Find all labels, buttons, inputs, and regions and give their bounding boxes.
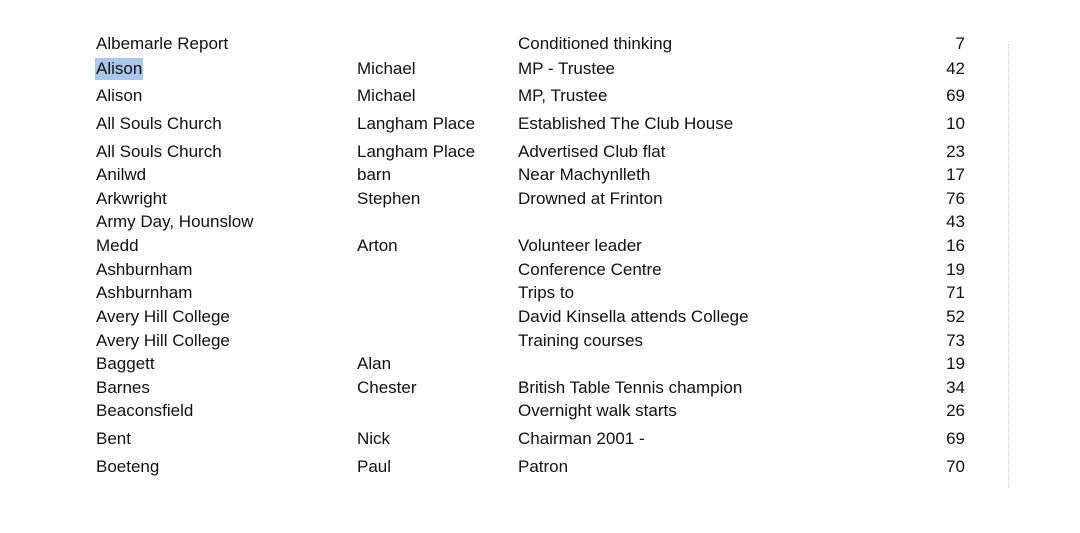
index-surname: Ashburnham	[96, 260, 193, 279]
index-first-name: Stephen	[357, 189, 421, 208]
index-row	[0, 377, 1080, 399]
index-first-name: Chester	[357, 378, 417, 397]
index-surname: Ashburnham	[96, 283, 193, 302]
index-surname: Baggett	[96, 354, 155, 373]
index-row	[0, 235, 1080, 257]
index-first-name: Langham Place	[357, 142, 476, 161]
index-first-name: Langham Place	[357, 114, 476, 133]
index-surname: Albemarle Report	[96, 34, 229, 53]
index-page: 23	[946, 142, 965, 161]
index-surname: Barnes	[96, 378, 150, 397]
index-page: 69	[946, 429, 965, 448]
index-page: 70	[946, 457, 965, 476]
index-row	[0, 113, 1080, 135]
index-page: 7	[955, 34, 965, 53]
index-page: 43	[946, 212, 965, 231]
index-note: David Kinsella attends College	[518, 307, 749, 326]
index-surname: Anilwd	[96, 165, 147, 184]
index-page: 76	[946, 189, 965, 208]
index-note: MP - Trustee	[518, 59, 615, 78]
index-surname: All Souls Church	[96, 114, 222, 133]
index-surname: Arkwright	[96, 189, 167, 208]
index-first-name: Michael	[357, 86, 416, 105]
index-page: 52	[946, 307, 965, 326]
index-surname: Boeteng	[96, 457, 160, 476]
index-note: MP, Trustee	[518, 86, 608, 105]
index-note: Near Machynlleth	[518, 165, 651, 184]
index-note: Chairman 2001 -	[518, 429, 645, 448]
index-row	[0, 85, 1080, 107]
index-first-name: Michael	[357, 59, 416, 78]
index-row	[0, 259, 1080, 281]
index-note: Conditioned thinking	[518, 34, 673, 53]
index-note: Overnight walk starts	[518, 401, 677, 420]
index-page: 19	[946, 260, 965, 279]
index-surname-selected[interactable]: Alison	[96, 59, 143, 78]
index-surname: Medd	[96, 236, 139, 255]
index-row	[0, 400, 1080, 422]
index-row	[0, 188, 1080, 210]
index-row	[0, 58, 1080, 80]
index-surname: Bent	[96, 429, 131, 448]
index-first-name: barn	[357, 165, 392, 184]
index-note: Volunteer leader	[518, 236, 642, 255]
index-first-name: Alan	[357, 354, 392, 373]
index-note: Trips to	[518, 283, 575, 302]
index-note: Patron	[518, 457, 569, 476]
index-surname: Avery Hill College	[96, 307, 230, 326]
index-note: Conference Centre	[518, 260, 662, 279]
index-row	[0, 330, 1080, 352]
index-note: Drowned at Frinton	[518, 189, 663, 208]
index-page: 69	[946, 86, 965, 105]
index-row	[0, 353, 1080, 375]
index-row	[0, 306, 1080, 328]
index-page: 26	[946, 401, 965, 420]
index-first-name: Paul	[357, 457, 392, 476]
index-note: Established The Club House	[518, 114, 734, 133]
index-row	[0, 164, 1080, 186]
index-surname: All Souls Church	[96, 142, 222, 161]
index-surname: Beaconsfield	[96, 401, 194, 420]
index-page: 34	[946, 378, 965, 397]
index-page: 19	[946, 354, 965, 373]
index-row	[0, 141, 1080, 163]
index-surname: Alison	[96, 86, 143, 105]
index-surname: Army Day, Hounslow	[96, 212, 254, 231]
index-page: 16	[946, 236, 965, 255]
index-page: 17	[946, 165, 965, 184]
index-note: Training courses	[518, 331, 644, 350]
index-note: British Table Tennis champion	[518, 378, 743, 397]
index-row	[0, 211, 1080, 233]
index-row	[0, 428, 1080, 450]
index-page: 42	[946, 59, 965, 78]
index-row	[0, 282, 1080, 304]
index-row	[0, 33, 1080, 55]
index-page: 73	[946, 331, 965, 350]
index-note: Advertised Club flat	[518, 142, 666, 161]
index-row	[0, 456, 1080, 478]
index-surname: Avery Hill College	[96, 331, 230, 350]
index-first-name: Arton	[357, 236, 398, 255]
index-page: 10	[946, 114, 965, 133]
index-page: 71	[946, 283, 965, 302]
index-first-name: Nick	[357, 429, 391, 448]
